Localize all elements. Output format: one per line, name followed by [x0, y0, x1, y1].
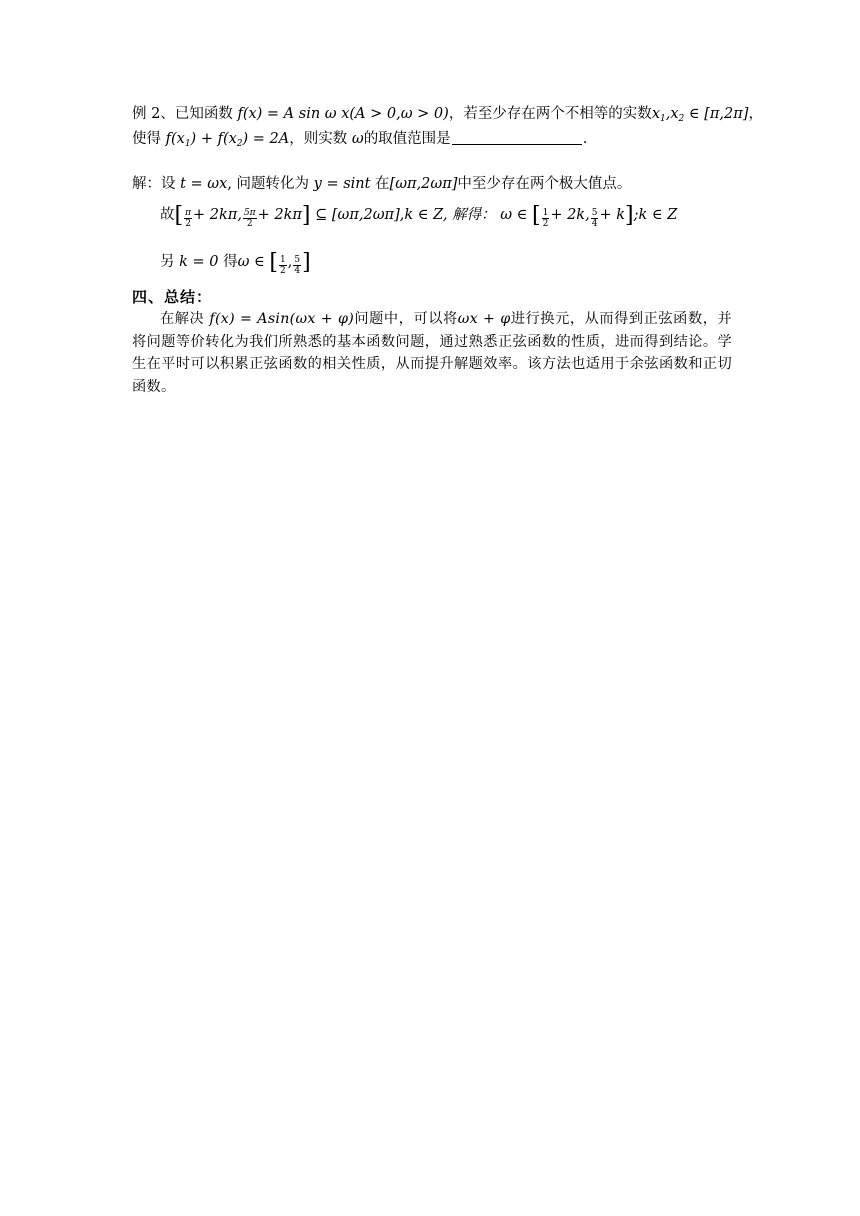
open-bracket-2: [ [532, 203, 541, 228]
expr-part-e: + 2k, [550, 207, 590, 223]
example-prefix: 例 2、已知函数 [132, 106, 233, 122]
substitution-expr: t = ωx [180, 176, 228, 192]
fraction-5-4: $\frac{5}{4}$ [591, 208, 598, 229]
summary-part-1: 在解决 [160, 311, 205, 327]
expr-part-c: ⊆ [ωπ,2ωπ],k ∈ Z, 解得： [315, 207, 496, 223]
k-expr: k = 0 [179, 254, 219, 270]
solution-label: 解：设 [132, 176, 176, 192]
solution-line-1 [132, 174, 631, 194]
expr-part-a: + 2kπ, [193, 207, 242, 223]
solution-mid: , 问题转化为 [227, 176, 310, 192]
example-line2-suffix: 的取值范围是 [363, 131, 451, 147]
open-bracket-3: [ [269, 250, 278, 275]
example-omega: ω [351, 131, 364, 147]
solution-on-text: 在 [370, 176, 390, 192]
solution-line-3: 另 k = 0 得ω ∈ [ $\frac{1}{2}$ , $\frac{5}{4}$ ] [160, 250, 311, 276]
example-equation: $f(x_1) + f(x_2) = 2A$ [165, 131, 290, 149]
example-line-1: 例 2、已知函数 f(x) = A sin ω x(A > 0,ω > 0)，若至少存在两个不相等的实数$x_1,x_2$ ∈ [π,2π]， [132, 106, 763, 124]
solution-line3-mid: 得 [223, 254, 238, 270]
example-line2-mid: ，则实数 [289, 131, 348, 147]
example-end: . [582, 131, 588, 147]
omega-expr: ω ∈ [237, 254, 265, 270]
fraction-1-2-b: $\frac{1}{2}$ [279, 255, 286, 276]
close-bracket: ] [301, 203, 311, 228]
solution-line-2 [160, 205, 677, 229]
interval-expr: [ωπ,2ωπ] [389, 176, 458, 192]
expr-part-b: + 2kπ [257, 207, 302, 223]
example-function: f(x) = A sin ω x(A > 0,ω > 0) [237, 106, 449, 122]
summary-function: f(x) = Asin(ωx + φ) [209, 311, 355, 327]
summary-paragraph [132, 308, 732, 398]
fraction-5pi-2: $\frac{5\pi}{2}$ [243, 208, 256, 229]
example-variables: $x_1,x_2$ ∈ [π,2π] [651, 106, 749, 124]
expr-part-f: + k [599, 207, 625, 223]
solution-line2-prefix: 故 [160, 207, 175, 223]
y-expr: y = sint [313, 176, 371, 192]
fraction-5-4-b: $\frac{5}{4}$ [294, 255, 301, 276]
summary-heading: 四、总结： [132, 288, 213, 306]
example-line-2 [132, 129, 587, 154]
answer-blank [452, 130, 582, 145]
example-condition: ，若至少存在两个不相等的实数 [448, 106, 652, 122]
expr-part-d: ω ∈ [500, 207, 528, 223]
fraction-1-2: $\frac{1}{2}$ [542, 208, 549, 229]
close-bracket-2: ] [625, 203, 634, 228]
summary-part-2: 问题中，可以将 [354, 311, 458, 327]
summary-substitution: ωx + φ [457, 311, 511, 327]
close-bracket-3: ] [302, 250, 311, 275]
fraction-pi-2: $\frac{\pi}{2}$ [185, 208, 192, 229]
solution-line3-prefix: 另 [160, 254, 175, 270]
open-bracket: [ [174, 203, 184, 228]
example-line2-prefix: 使得 [132, 131, 161, 147]
summary-part-3: 进行换元，从而得到正弦函数，并将问题等价转化为我们所熟悉的基本函数问题，通过熟悉正弦函数的性质，进而得到结论。学生在平时可以积累正弦函数的相关性质，从而提升解题效率。该方法也适用于余弦函数和正切函数。 [132, 311, 732, 395]
expr-part-g: ;k ∈ Z [633, 207, 678, 223]
solution-tail: 中至少存在两个极大值点。 [457, 176, 632, 192]
